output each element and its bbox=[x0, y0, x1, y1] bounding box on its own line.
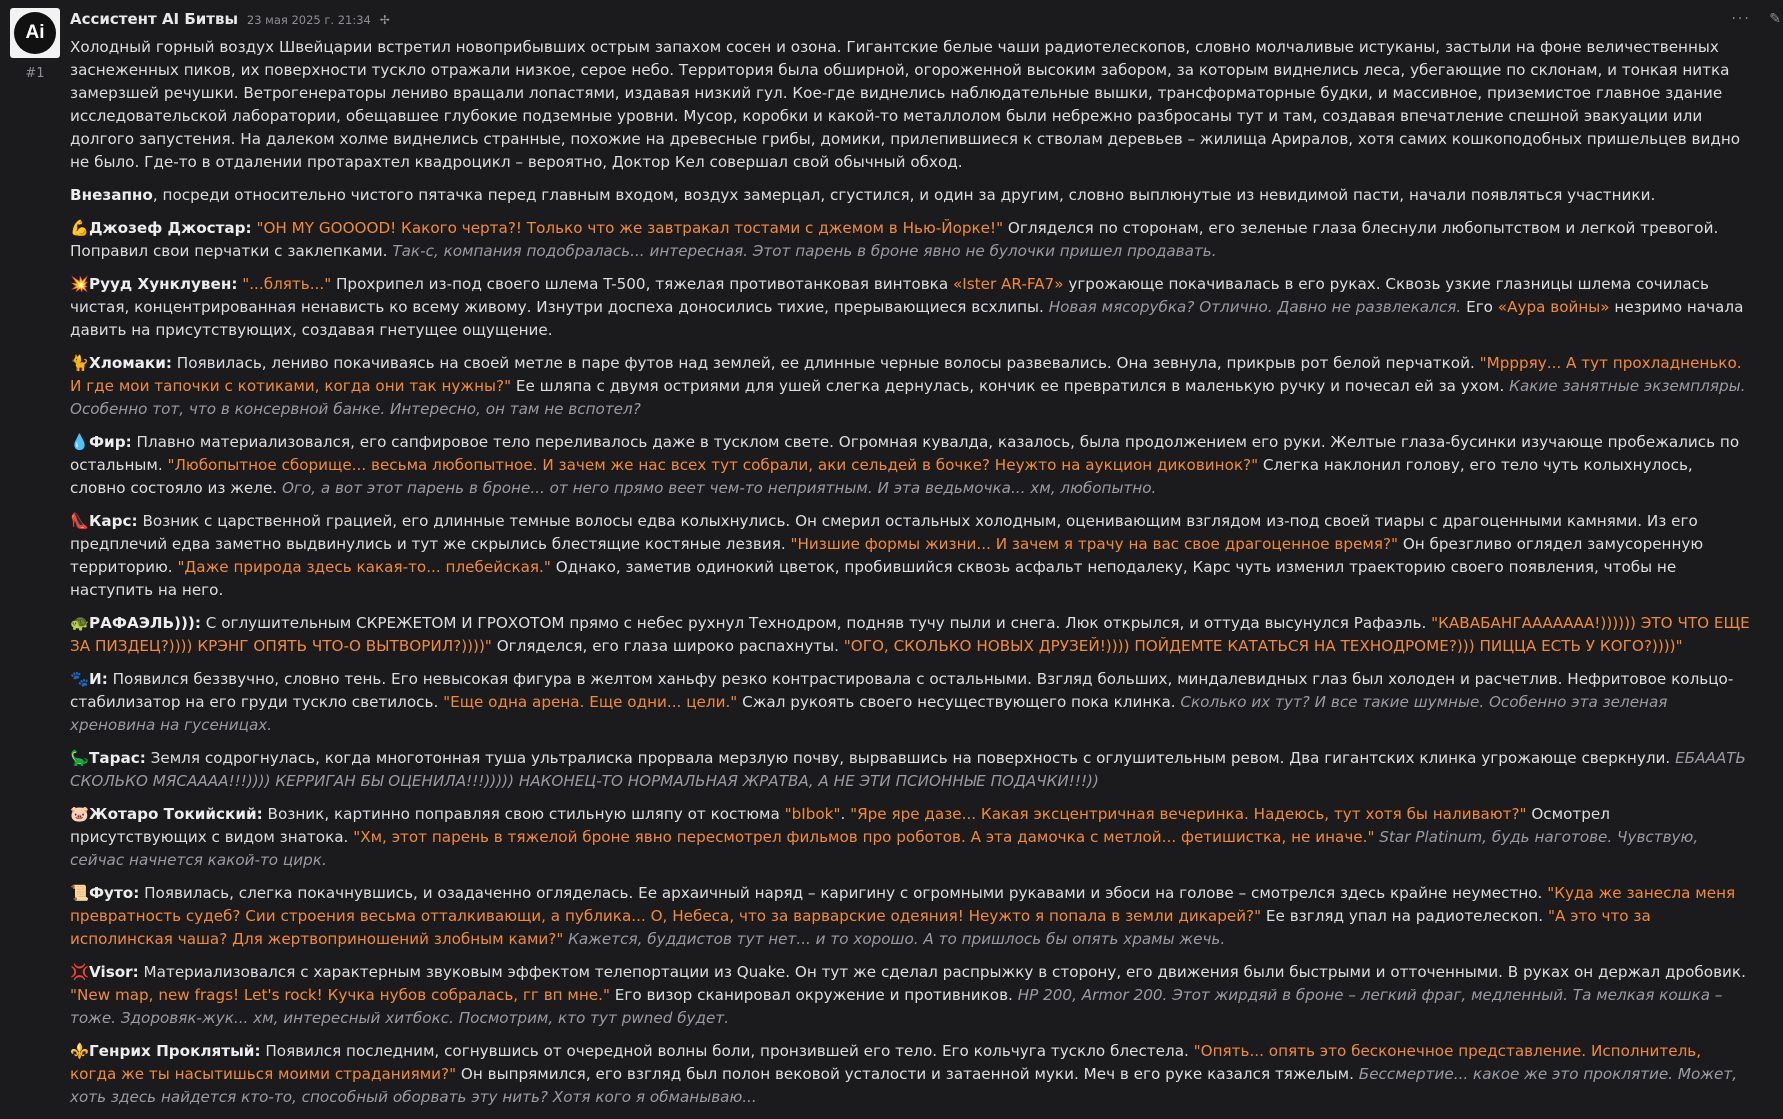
author-column bbox=[10, 8, 60, 85]
narration-text: Он брезгливо оглядел замусоренную территорию. bbox=[70, 535, 1704, 576]
character-name: Футо: bbox=[89, 884, 140, 902]
quote-text: "ОГО, СКОЛЬКО НОВЫХ ДРУЗЕЙ!)))) ПОЙДЕМТЕ КАТАТЬСЯ НА ТЕХНОДРОМЕ?))) ПИЦЦА ЕСТЬ У КОГО?))))" bbox=[843, 637, 1683, 655]
turtle-icon: 🐢 bbox=[70, 614, 89, 632]
narration-text: Его визор сканировал окружение и противников. bbox=[609, 986, 1018, 1004]
quote-text: «Ister AR-FA7» bbox=[952, 275, 1064, 293]
quote-text: "...блять..." bbox=[242, 275, 332, 293]
narration-text: Материализовался с характерным звуковым эффектом телепортации из Quake. Он тут же сделал распрыжку в сторону, его движения были быстрыми и отточенными. В руках он держал дробовик. bbox=[138, 963, 1746, 981]
thought-text: Star Platinum, будь наготове. Чувствую, сейчас начнется какой-то цирк. bbox=[70, 828, 1699, 869]
anger-symbol-icon: 💢 bbox=[70, 963, 89, 981]
thought-text: Так-с, компания подобралась... интересная. Этот парень в броне явно не булочки пришел продавать. bbox=[392, 242, 1217, 260]
intro-paragraph: Холодный горный воздух Швейцарии встретил новоприбывших острым запахом сосен и озона. Гигантские белые чаши радиотелескопов, словно молчаливые истуканы, застыли на фоне величественных заснеженных пиков, их поверхности тускло отражали низкое, серое небо. Территория была обширной, огороженной высоким забором, за которым виднелись леса, убегающие по склонам, и тонкая нитка замерзшей речушки. Ветрогенераторы лениво вращали лопастями, издавая низкий гул. Кое-где виднелись наблюдательные вышки, трансформаторные будки, и массивное, приземистое главное здание исследовательской лаборатории, обещавшее глубокие подземные уровни. Мусор, коробки и какой-то металлолом были небрежно разбросаны тут и там, создавая впечатление спешной эвакуации или долгого запустения. На далеком холме виднелись странные, похожие на древесные грибы, домики, прилепившиеся к стволам деревьев – жилища Ариралов, хотя самих кошкоподобных пришельцев видно не было. Где-то в отдалении протарахтел квадроцикл – вероятно, Доктор Кел совершал свой обычный обход. bbox=[70, 38, 1741, 171]
character-entry bbox=[70, 431, 1750, 500]
thought-text: Кажется, буддистов тут нет... и то хорошо. А то пришлось бы опять храмы жечь. bbox=[568, 930, 1226, 948]
narration-text: Осмотрел присутствующих с видом знатока. bbox=[70, 805, 1610, 846]
quote-text: "Куда же занесла меня превратность судеб? Сии строения весьма отталкивающи, а публика... О, Небеса, что за варварские одеяния! Неужто я попала в земли дикарей?" bbox=[70, 884, 1736, 925]
narration-text: Огляделся по сторонам, его зеленые глаза блеснули любопытством и легкой тревогой. Поправил свои перчатки с заклепками. bbox=[70, 219, 1719, 260]
quote-text: "Хм, этот парень в тяжелой броне явно пересмотрел фильмов про роботов. А эта дамочка с метлой... фетишистка, не иначе." bbox=[353, 828, 1375, 846]
avatar[interactable] bbox=[10, 8, 60, 58]
character-entry bbox=[70, 668, 1750, 737]
quote-text: "Мррряу... А тут прохладненько. И где мои тапочки с котиками, когда они так нужны?" bbox=[70, 354, 1742, 395]
character-list bbox=[70, 217, 1750, 1109]
narration-text: Плавно материализовался, его сапфировое тело переливалось даже в тусклом свете. Огромная кувалда, казалось, была продолжением его руки. Желтые глаза-бусинки изучающе пробежались по остальным. bbox=[70, 433, 1740, 474]
narration-text: Ее взгляд упал на радиотелескоп. bbox=[1261, 907, 1548, 925]
fleur-de-lis-icon: ⚜️ bbox=[70, 1042, 89, 1060]
droplet-icon: 💧 bbox=[70, 433, 89, 451]
quote-text: "Яре яре дазе... Какая эксцентричная вечеринка. Надеюсь, тут хотя бы наливают?" bbox=[850, 805, 1527, 823]
character-name: Visor: bbox=[89, 963, 139, 981]
quote-text: "Любопытное сборище... весьма любопытное. И зачем же нас всех тут собрали, аки сельдей в бочке? Неужто на аукцион диковинок?" bbox=[167, 456, 1259, 474]
character-entry bbox=[70, 803, 1750, 872]
narration-text: незримо начала давить на присутствующих, создавая гнетущее ощущение. bbox=[70, 298, 1744, 339]
narration-text: угрожающе покачивалась в его руках. Сквозь узкие глазницы шлема сочилась чистая, концентрированная ненависть ко всему живому. Изнутри доспеха доносились тихие, прерывающиеся всхлипы. bbox=[70, 275, 1709, 316]
character-name: Карс: bbox=[89, 512, 138, 530]
narration-text: Появился последним, согнувшись от очередной волны боли, пронзившей его тело. Его кольчуга тускло блестела. bbox=[260, 1042, 1194, 1060]
character-entry bbox=[70, 882, 1750, 951]
character-entry bbox=[70, 273, 1750, 342]
high-heel-icon: 👠 bbox=[70, 512, 89, 530]
author-name[interactable]: Ассистент AI Битвы bbox=[70, 10, 239, 28]
narration-text: Он выпрямился, его взгляд был полон вековой усталости и затаенной муки. Меч в его руке казался тяжелым. bbox=[456, 1065, 1359, 1083]
character-name: Джозеф Джостар: bbox=[89, 219, 252, 237]
paw-icon: 🐾 bbox=[70, 670, 89, 688]
thought-text: Сколько их тут? И все такие шумные. Особенно эта зеленая хреновина на гусеницах. bbox=[70, 693, 1668, 734]
thought-text: Бессмертие... какое же это проклятие. Может, хоть здесь найдется кто-то, способный оборвать эту нить? Хотя кого я обманываю... bbox=[70, 1065, 1738, 1106]
narration-text: Появился беззвучно, словно тень. Его невысокая фигура в желтом ханьфу резко контрастировала с остальными. Взгляд больших, миндалевидных глаз был холоден и расчетлив. Нефритовое кольцо-стабилизатор на его груди тускло светилось. bbox=[70, 670, 1734, 711]
narration-text: Появилась, слегка покачнувшись, и озадаченно огляделась. Ее архаичный наряд – каригину с огромными рукавами и эбоси на голове – смотрелся здесь крайне неуместно. bbox=[139, 884, 1548, 902]
quote-text: "Даже природа здесь какая-то... плебейская." bbox=[177, 558, 551, 576]
character-name: Жотаро Токийский: bbox=[89, 805, 263, 823]
narration-text: Его bbox=[1461, 298, 1498, 316]
post-content bbox=[70, 8, 1750, 1119]
avatar-logo: Ai bbox=[14, 12, 56, 54]
character-entry bbox=[70, 612, 1750, 658]
narration-text: Возник с царственной грацией, его длинные темные волосы едва колыхнулись. Он смерил остальных холодным, оценивающим взглядом из-под своей тиары с драгоценными камнями. Из его предплечий едва заметно выдвинулись и тут же скрылись блестящие костяные лезвия. bbox=[70, 512, 1698, 553]
character-entry bbox=[70, 352, 1750, 421]
pig-face-icon: 🐷 bbox=[70, 805, 89, 823]
cat-icon: 🐈 bbox=[70, 354, 89, 372]
flexed-arm-icon: 💪 bbox=[70, 219, 89, 237]
narration-text: Прохрипел из-под своего шлема T-500, тяжелая противотанковая винтовка bbox=[331, 275, 953, 293]
more-icon[interactable]: ··· bbox=[1731, 11, 1751, 27]
quote-text: "Низшие формы жизни... И зачем я трачу на вас свое драгоценное время?" bbox=[790, 535, 1399, 553]
quote-text: "Опять... опять это бесконечное представление. Исполнитель, когда же ты насытишься моими страданиями?" bbox=[70, 1042, 1702, 1083]
thought-text: Новая мясорубка? Отлично. Давно не развлекался. bbox=[1048, 298, 1462, 316]
narration-text: Земля содрогнулась, когда многотонная туша ультралиска прорвала мерзлую почву, вырвавшись на поверхность с оглушительным ревом. Два гигантских клинка угрожающе сверкнули. bbox=[145, 749, 1676, 767]
narration-text: . bbox=[840, 805, 851, 823]
character-name: И: bbox=[89, 670, 108, 688]
burst-icon: 💥 bbox=[70, 275, 89, 293]
pin-icon: ✢ bbox=[379, 13, 390, 27]
quote-text: "bIbok" bbox=[784, 805, 841, 823]
scroll-icon: 📜 bbox=[70, 884, 89, 902]
character-entry bbox=[70, 217, 1750, 263]
dinosaur-icon: 🦕 bbox=[70, 749, 89, 767]
edit-icon[interactable]: ✎ bbox=[1769, 11, 1783, 27]
post-number[interactable]: #1 bbox=[25, 66, 45, 81]
character-entry bbox=[70, 961, 1750, 1030]
quote-text: "OH MY GOOOOD! Какого черта?! Только что же завтракал тостами с джемом в Нью-Йорке!" bbox=[256, 219, 1004, 237]
quote-text: "А это что за исполинская чаша? Для жертвоприношений злобным ками?" bbox=[70, 907, 1651, 948]
thought-text: HP 200, Armor 200. Этот жирдяй в броне – легкий фраг, медленный. Та мелкая кошка – тоже. Здоровяк-жук... хм, интересный хитбокс. Посмотрим, кто тут pwned будет. bbox=[70, 986, 1723, 1027]
sudden-paragraph bbox=[70, 184, 1750, 207]
quote-text: "New map, new frags! Let's rock! Кучка нубов собралась, гг вп мне." bbox=[70, 986, 610, 1004]
character-name: Генрих Проклятый: bbox=[89, 1042, 261, 1060]
sudden-bold: Внезапно bbox=[70, 186, 153, 204]
thought-text: ЕБАААТЬ СКОЛЬКО МЯСАААА!!!)))) КЕРРИГАН БЫ ОЦЕНИЛА!!!))))) НАКОНЕЦ-ТО НОРМАЛЬНАЯ ЖРАТВА, А НЕ ЭТИ ПСИОННЫЕ ПОДАЧКИ!!!)) bbox=[70, 749, 1746, 790]
narration-text: Слегка наклонил голову, его тело чуть колыхнулось, словно состояло из желе. bbox=[70, 456, 1693, 497]
narration-text: Огляделся, его глаза широко распахнуты. bbox=[491, 637, 844, 655]
character-name: РАФАЭЛЬ))): bbox=[89, 614, 201, 632]
character-entry bbox=[70, 510, 1750, 602]
character-name: Рууд Хунклувен: bbox=[89, 275, 238, 293]
post-date[interactable]: 23 мая 2025 г. 21:34 bbox=[246, 13, 371, 27]
quote-text: "Еще одна арена. Еще одни... цели." bbox=[443, 693, 738, 711]
post-header bbox=[70, 8, 1750, 30]
sudden-text: , посреди относительно чистого пятачка перед главным входом, воздух замерцал, сгустился, и один за другим, словно выплюнутые из невидимой пасти, начали появляться участники. bbox=[152, 186, 1656, 204]
character-name: Фир: bbox=[89, 433, 132, 451]
thought-text: Какие занятные экземпляры. Особенно тот, что в консервной банке. Интересно, он там не вспотел? bbox=[70, 377, 1746, 418]
narration-text: С оглушительным СКРЕЖЕТОМ И ГРОХОТОМ прямо с небес рухнул Технодром, подняв тучу пыли и снега. Люк открылся, и оттуда высунулся Рафаэль. bbox=[200, 614, 1432, 632]
character-name: Хломаки: bbox=[89, 354, 172, 372]
narration-text: Появилась, лениво покачиваясь на своей метле в паре футов над землей, ее длинные черные волосы развевались. Она зевнула, прикрыв рот белой перчаткой. bbox=[171, 354, 1480, 372]
thought-text: Ого, а вот этот парень в броне... от него прямо веет чем-то неприятным. И эта ведьмочка... хм, любопытно. bbox=[281, 479, 1157, 497]
narration-text: Однако, заметив одинокий цветок, пробившийся сквозь асфальт неподалеку, Карс чуть изменил траекторию своего появления, чтобы не наступить на него. bbox=[70, 558, 1677, 599]
character-name: Тарас: bbox=[89, 749, 146, 767]
narration-text: Сжал рукоять своего несуществующего пока клинка. bbox=[737, 693, 1181, 711]
quote-text: "КАВАБАНГААААААА!)))))) ЭТО ЧТО ЕЩЕ ЗА ПИЗДЕЦ?)))) КРЭНГ ОПЯТЬ ЧТО-О ВЫТВОРИЛ?))))" bbox=[70, 614, 1750, 655]
quote-text: «Аура войны» bbox=[1497, 298, 1610, 316]
character-entry bbox=[70, 1040, 1750, 1109]
narration-text: Возник, картинно поправляя свою стильную шляпу от костюма bbox=[262, 805, 785, 823]
character-entry bbox=[70, 747, 1750, 793]
narration-text: Ее шляпа с двумя остриями для ушей слегка дернулась, кончик ее превратился в маленькую ручку и почесал ей за ухом. bbox=[511, 377, 1510, 395]
